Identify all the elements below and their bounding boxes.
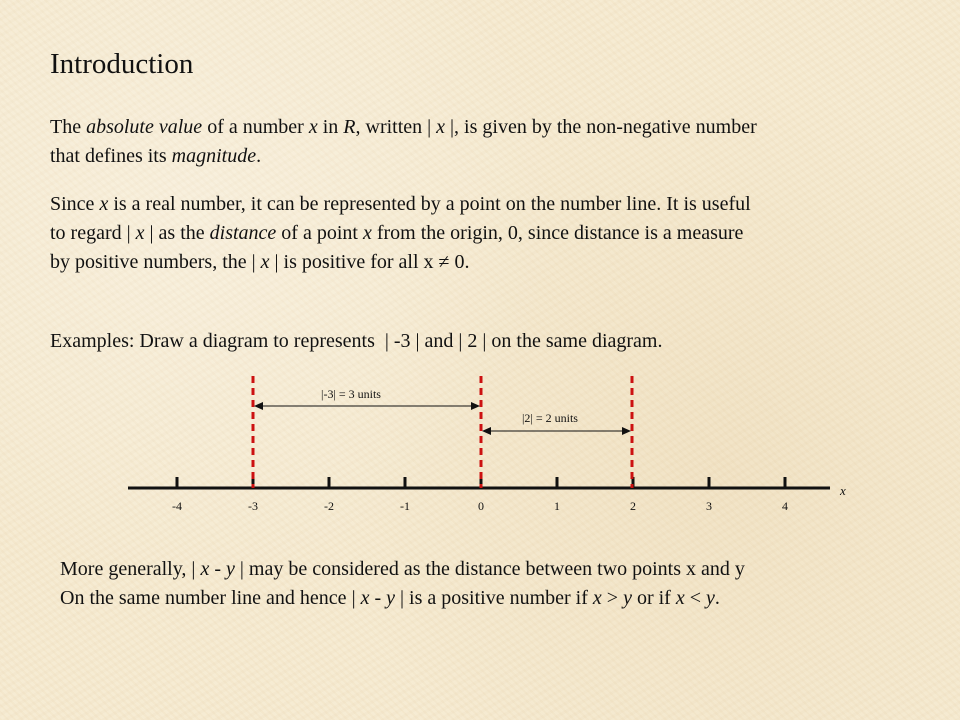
term-absolute-value: absolute value (86, 116, 203, 138)
set-r: R (343, 116, 356, 138)
variable-x: x (362, 222, 372, 244)
arrowhead-left (254, 402, 263, 410)
text-run: by positive numbers, the | (50, 251, 261, 273)
text-run: > (601, 587, 624, 609)
tick-label: 0 (478, 499, 484, 513)
text-run: or if (631, 587, 676, 609)
text-run: - (369, 587, 387, 609)
tick-group (172, 477, 788, 513)
tick-label: 4 (782, 499, 788, 513)
generalization-paragraph (60, 555, 940, 613)
arrowhead-right (622, 427, 631, 435)
text-run: More generally, | (60, 558, 201, 580)
definition-line-1 (50, 113, 930, 142)
text-run: of a point (276, 222, 363, 244)
tick-label: 2 (630, 499, 636, 513)
text-run: The (50, 116, 87, 138)
tick-label: -4 (172, 499, 182, 513)
tick-label: 3 (706, 499, 712, 513)
tick-label: -1 (400, 499, 410, 513)
text-run: | as the (144, 222, 210, 244)
definition-paragraph (50, 113, 930, 171)
variable-x: x (675, 587, 685, 609)
text-run: On the same number line and hence | (60, 587, 361, 609)
distance-paragraph (50, 190, 930, 277)
variable-x: x (308, 116, 318, 138)
text-run: that defines its (50, 145, 172, 167)
arrowhead-left (482, 427, 491, 435)
variable-x: x (592, 587, 602, 609)
axis-label-x: x (840, 483, 846, 498)
text-run: < (684, 587, 707, 609)
variable-y: y (706, 587, 715, 609)
number-line-diagram (0, 360, 960, 530)
variable-y: y (226, 558, 235, 580)
term-magnitude: magnitude (171, 145, 257, 167)
tick-label: -2 (324, 499, 334, 513)
example-prompt: Examples: Draw a diagram to represents | -3 | and | 2 | on the same diagram. (50, 330, 663, 352)
variable-x: x (436, 116, 446, 138)
distance-line-1 (50, 190, 930, 219)
text-run: | may be considered as the distance between two points x and y (234, 558, 745, 580)
text-run: , written | (355, 116, 437, 138)
label-two-units: |2| = 2 units (522, 411, 578, 425)
text-run: . (256, 145, 262, 167)
term-distance: distance (209, 222, 277, 244)
text-run: | is positive for all x ≠ 0. (269, 251, 470, 273)
variable-y: y (386, 587, 396, 609)
generalization-line-1 (60, 555, 940, 584)
distance-line-2 (50, 219, 930, 248)
variable-x: x (99, 193, 109, 215)
definition-line-2 (50, 142, 930, 171)
generalization-line-2 (60, 584, 940, 613)
text-run: from the origin, 0, since distance is a measure (371, 222, 744, 244)
text-run: of a number (202, 116, 309, 138)
text-run: in (317, 116, 344, 138)
arrowhead-right (471, 402, 480, 410)
label-minus3-units: |-3| = 3 units (321, 387, 381, 401)
tick-label: 1 (554, 499, 560, 513)
variable-y: y (623, 587, 632, 609)
distance-line-3 (50, 248, 930, 277)
variable-x: x (200, 558, 210, 580)
text-run: |, is given by the non-negative number (445, 116, 757, 138)
variable-x: x (135, 222, 145, 244)
text-run: to regard | (50, 222, 136, 244)
slide-title: Introduction (50, 48, 194, 80)
tick-label: -3 (248, 499, 258, 513)
variable-x: x (260, 251, 270, 273)
variable-x: x (360, 587, 370, 609)
text-run: Since (50, 193, 100, 215)
text-run: . (714, 587, 720, 609)
text-run: - (209, 558, 226, 580)
text-run: is a real number, it can be represented by a point on the number line. It is useful (108, 193, 751, 215)
text-run: | is a positive number if (395, 587, 593, 609)
